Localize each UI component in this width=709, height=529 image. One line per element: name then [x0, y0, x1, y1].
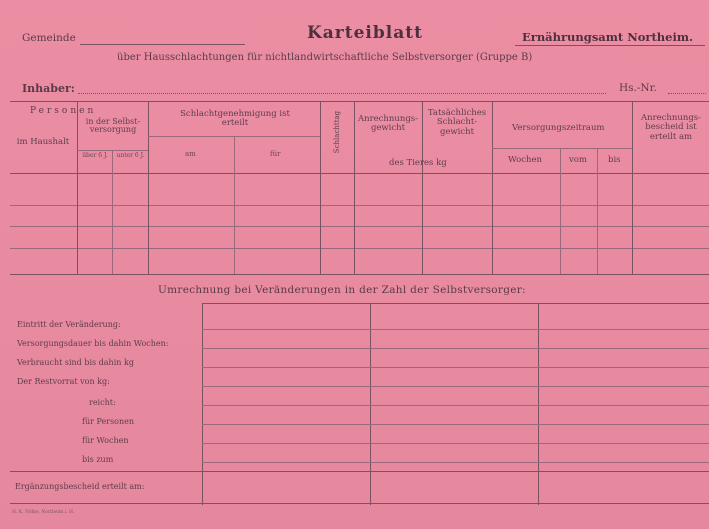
col-unter-6: unter 6 J. [116, 152, 145, 159]
umrechnung-row-line [202, 443, 709, 444]
col-ueber-6: über 6 J. [82, 152, 108, 159]
subtitle: über Hausschlachtungen für nichtlandwirtschaftliche Selbstversorger (Gruppe B) [117, 52, 533, 63]
col-vom: vom [569, 155, 587, 165]
umrechnung-row-line [202, 424, 709, 425]
table-row-line [10, 248, 709, 249]
umrechnung-heading: Umrechnung bei Veränderungen in der Zahl der Selbstversorger: [158, 284, 526, 296]
row-fuer-personen: für Personen [82, 417, 135, 426]
table-bottom-border [10, 274, 709, 275]
hsnr-line [668, 93, 706, 94]
col-divider [112, 150, 113, 274]
umrechnung-col-divider [370, 303, 371, 505]
col-divider [492, 101, 493, 274]
col-fuer: für [270, 150, 281, 158]
sub-header-line [148, 136, 320, 137]
table-top-border [10, 101, 709, 102]
row-bis-zum: bis zum [82, 455, 114, 464]
table-row-line [10, 226, 709, 227]
col-divider [354, 101, 355, 274]
umrechnung-row-line [202, 462, 709, 463]
office-name: Ernährungsamt Northeim. [522, 30, 694, 44]
col-schlachtgenehmigung: Schlachtgenehmigung ist erteilt [180, 109, 290, 129]
col-im-haushalt: im Haushalt [16, 137, 70, 147]
col-des-tieres: des Tieres kg [389, 158, 447, 168]
col-schlachttag: Schlachttag [333, 110, 341, 154]
umrechnung-row-line [202, 348, 709, 349]
office-underline [515, 45, 705, 46]
row-reicht: reicht: [89, 398, 116, 407]
col-divider [148, 101, 149, 274]
col-tatsaechliches: Tatsächliches Schlacht- gewicht [427, 108, 487, 137]
row-versorgungsdauer: Versorgungsdauer bis dahin Wochen: [17, 339, 169, 348]
umrechnung-row-line [202, 367, 709, 368]
hsnr-label: Hs.-Nr. [619, 82, 657, 94]
gemeinde-line [80, 44, 245, 45]
col-personen: Personen [30, 106, 97, 116]
row-restvorrat: Der Restvorrat von kg: [17, 377, 110, 386]
printer-imprint: H. K. Nölke, Northeim i. H. [12, 510, 75, 515]
col-anrechnungsbescheid: Anrechnungs- bescheid ist erteilt am [640, 113, 702, 142]
gemeinde-label: Gemeinde [22, 32, 76, 44]
sub-header-line [492, 148, 632, 149]
col-bis: bis [608, 155, 621, 165]
col-divider [597, 148, 598, 274]
umrechnung-row-line [202, 386, 709, 387]
inhaber-line [78, 93, 606, 94]
col-divider [422, 101, 423, 274]
col-am: am [185, 150, 196, 158]
col-selbstversorgung: in der Selbst- versorgung [85, 117, 141, 135]
col-wochen: Wochen [508, 155, 543, 165]
ergaenzung-top-border [10, 471, 709, 472]
umrechnung-row-line [202, 329, 709, 330]
col-divider [632, 101, 633, 274]
row-verbraucht: Verbraucht sind bis dahin kg [17, 358, 134, 367]
row-eintritt: Eintritt der Veränderung: [17, 320, 121, 329]
row-fuer-wochen: für Wochen [82, 436, 129, 445]
col-divider [234, 136, 235, 274]
umrechnung-row-line [202, 405, 709, 406]
table-row-line [10, 205, 709, 206]
umrechnung-top-border [202, 303, 709, 304]
umrechnung-col-divider [538, 303, 539, 505]
col-anrechnungsgewicht: Anrechnungs- gewicht [357, 114, 419, 134]
page-title: Karteiblatt [307, 23, 423, 43]
sub-header-line [77, 150, 148, 151]
table-header-bottom [10, 173, 709, 174]
inhaber-label: Inhaber: [22, 82, 75, 95]
col-versorgungszeitraum: Versorgungszeitraum [512, 123, 605, 133]
col-divider [77, 101, 78, 274]
col-divider [560, 148, 561, 274]
umrechnung-col-divider [202, 303, 203, 505]
col-divider [320, 101, 321, 274]
row-ergaenzungsbescheid: Ergänzungsbescheid erteilt am: [15, 482, 145, 491]
ergaenzung-bottom-border [10, 503, 709, 504]
